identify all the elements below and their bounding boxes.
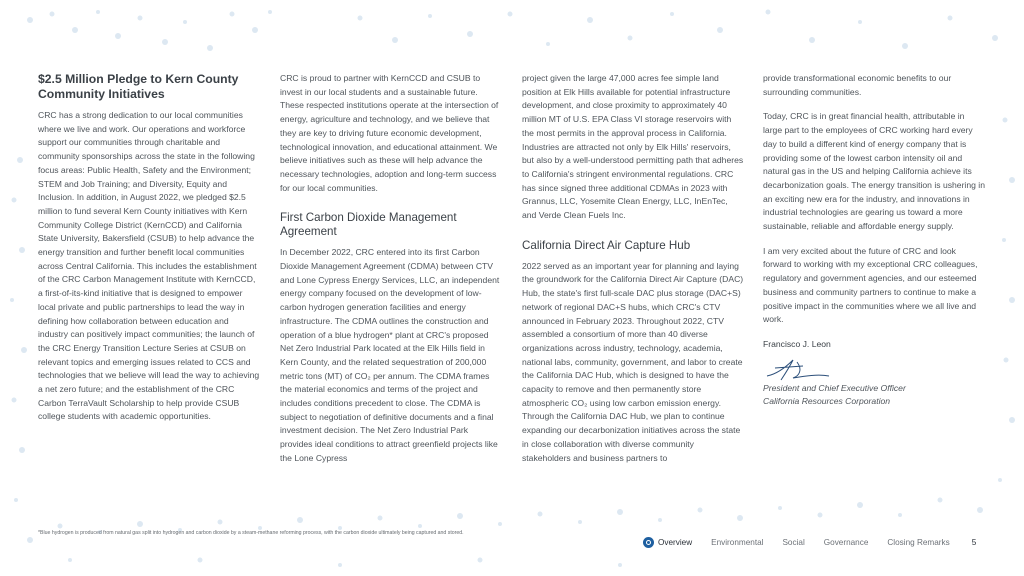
bottom-navigation — [643, 537, 976, 548]
pledge-body: CRC has a strong dedication to our local communities where we live and work. Our operations and workforce support our communities through charitable and community sponsorships across the state in the following focus areas: Public Health, Safety and the Environment; STEM and Job Training; and Diversity, Equity and Inclusion. In addition, in August 2022, we pledged $2.5 million to fund several Kern County initiatives with Kern Community College District (KernCCD) and California State University, Bakersfield (CSUB) to help advance the energy transition and further benefit local communities across Central California. This includes the establishment of the CRC Carbon Management Institute with KernCCD, a first-of-its-kind initiative that is designed to empower local private and public partnerships to lead the way in defining how collaboration between education and industry can positively impact communities; the launch of the CRC Energy Transition Lecture Series at CSUB on relevant topics and emerging issues related to CCS and technologies that we believe will lead the way to achieving a net zero future; and the establishment of the CRC Carbon TerraVault Scholarship to help provide CSUB college students with academic opportunities. — [38, 110, 260, 422]
signature-image — [763, 354, 833, 382]
nav-social[interactable]: Social — [782, 538, 805, 547]
closing-paragraph-3: I am very excited about the future of CRC and look forward to working with my exceptional CRC colleagues, regulatory and government agencies, and our esteemed business and community partners to continue to make a positive impact in the communities where we all live and work. — [763, 245, 978, 325]
signer-company: California Resources Corporation — [763, 396, 891, 407]
cdma-heading: First Carbon Dioxide Management Agreement — [280, 211, 457, 239]
nav-closing-remarks[interactable]: Closing Remarks — [887, 538, 950, 547]
closing-paragraph-1: provide transformational economic benefits to our surrounding communities. — [763, 73, 952, 97]
pledge-heading: $2.5 Million Pledge to Kern County Community Initiatives — [38, 72, 239, 101]
closing-paragraph-2: Today, CRC is in great financial health, attributable in large part to the employees of CRC working hard every day to build a different kind of energy company that is providing some of the lowest carbon intensity oil and natural gas in the US and helping California achieve its decarbonization goals. The energy transition is ushering in an exciting new era for the industry, and innovations in industrial technologies are gearing us toward a more sustainable, reliable and affordable energy supply. — [763, 111, 985, 232]
signer-title: President and Chief Executive Officer — [763, 382, 906, 393]
nav-governance[interactable]: Governance — [823, 538, 869, 547]
dac-hub-heading: California Direct Air Capture Hub — [522, 238, 691, 252]
footnote: *Blue hydrogen is produced from natural gas split into hydrogen and carbon dioxide by a steam-methane reforming process, with the carbon dioxide ultimately being captured and stored. — [38, 530, 464, 536]
column-1 — [38, 72, 260, 435]
column-2 — [280, 72, 502, 477]
column-3 — [522, 72, 744, 476]
nav-environmental[interactable]: Environmental — [711, 538, 764, 547]
nav-overview[interactable] — [643, 537, 692, 548]
overview-indicator-icon — [643, 537, 654, 548]
signer-name: Francisco J. Leon — [763, 338, 831, 349]
page-number: 5 — [971, 538, 977, 547]
column-4 — [763, 72, 985, 409]
partner-intro: CRC is proud to partner with KernCCD and CSUB to invest in our local students and a sustainable future. These respected institutions operate at the intersection of energy, agriculture and technology, and we believe that they are key to driving future economic development, technological innovation, and educational attainment. We believe initiatives such as these will help advance the necessary technologies, adoption and long-term success for our local communities. — [280, 73, 499, 193]
elk-hills-text: project given the large 47,000 acres fee simple land position at Elk Hills available for potential infrastructure development, and close proximity to approximately 40 million MT of U.S. EPA Class VI storage reservoirs with the most permits in the approval process in California. Industries are attracted not only by Elk Hills' reservoirs, but also by a well-understood permitting path that adheres to California's stringent environmental regulations. CRC has since signed three additional CDMAs in 2023 with Grannus, LLC, Yosemite Clean Energy, LLC, InEnTec, and Verde Clean Fuels Inc. — [522, 73, 744, 221]
dac-hub-body: 2022 served as an important year for planning and laying the groundwork for the California Direct Air Capture (DAC) Hub, the state's first full-scale DAC plus storage (DAC+S) network of regional DAC+S hubs, which CRC's CTV announced in February 2023. Throughout 2022, CTV assembled a consortium of more than 40 diverse organizations across industry, technology, academia, national labs, community, government, and labor to create the California DAC Hub, which is designed to have the capacity to remove and then permanently store atmospheric CO₂ using low carbon emission energy. Through the California DAC Hub, we plan to continue expanding our decarbonization initiatives across the state in close collaboration with diverse community stakeholders and business partners to — [522, 260, 744, 463]
cdma-body: In December 2022, CRC entered into its first Carbon Dioxide Management Agreement (CDMA) between CTV and Lone Cypress Energy Services, LLC, an independent energy company focused on the development of low-carbon hydrogen generation facilities and energy infrastructure. The CDMA outlines the construction and operation of a blue hydrogen* plant at CRC's proposed Net Zero Industrial Park located at the Elk Hills field in Kern County, and the related sequestration of 200,000 metric tons (MT) of CO₂ per annum. The CDMA frames the material economics and terms of the project and includes conditions precedent to close. The CDMA is subject to negotiation of definitive documents and a final investment decision. The Net Zero Industrial Park provides ideal conditions to attract greenfield projects like the Lone Cypress — [280, 247, 500, 463]
nav-overview-label: Overview — [658, 538, 693, 547]
